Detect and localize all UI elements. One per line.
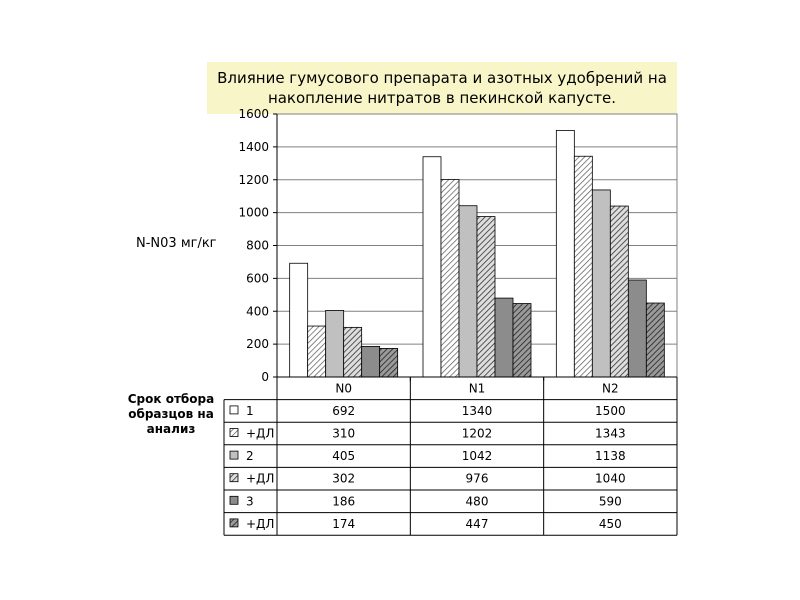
bar xyxy=(344,327,362,377)
legend-swatch xyxy=(230,474,238,482)
row-header-line-3: анализ xyxy=(146,422,196,436)
data-label: 186 xyxy=(332,494,356,509)
data-label: 1500 xyxy=(595,403,626,418)
legend-swatch xyxy=(230,496,238,504)
row-header-line-2: образцов на xyxy=(128,407,214,421)
data-label: 447 xyxy=(465,516,489,531)
data-label: 302 xyxy=(332,471,356,486)
bar xyxy=(290,263,308,377)
y-tick-label: 600 xyxy=(246,271,269,286)
data-label: 1202 xyxy=(461,426,493,441)
y-tick-label: 1600 xyxy=(238,107,269,121)
y-tick-label: 800 xyxy=(246,238,269,253)
bar xyxy=(495,298,513,377)
bar xyxy=(646,303,664,377)
bar xyxy=(477,217,495,377)
legend-label: 2 xyxy=(246,449,254,464)
data-label: 590 xyxy=(598,494,622,509)
chart-title-line-2: накопление нитратов в пекинской капусте. xyxy=(267,89,617,107)
y-axis-label: N-N03 мг/кг xyxy=(136,236,217,251)
y-tick-label: 0 xyxy=(261,370,269,384)
bar xyxy=(574,156,592,377)
bar xyxy=(326,310,344,377)
data-label: 1042 xyxy=(461,449,493,464)
bar xyxy=(610,206,628,377)
data-label: 310 xyxy=(332,426,356,441)
legend-label: +ДЛ xyxy=(246,471,275,486)
data-label: 1040 xyxy=(595,471,626,486)
data-label: 976 xyxy=(465,471,489,486)
bar xyxy=(628,280,646,377)
data-label: 1343 xyxy=(595,426,626,441)
row-header-line-1: Срок отбора xyxy=(127,392,215,406)
y-tick-label: 1000 xyxy=(238,205,269,220)
bar xyxy=(362,346,380,377)
y-tick-label: 400 xyxy=(246,304,269,319)
bar xyxy=(459,206,477,377)
data-label: 1138 xyxy=(595,449,626,464)
legend-swatch xyxy=(230,451,238,459)
x-category-label: N0 xyxy=(335,381,352,396)
bar xyxy=(556,130,574,377)
legend-label: +ДЛ xyxy=(246,516,275,531)
data-label: 450 xyxy=(598,516,622,531)
data-label: 1340 xyxy=(461,403,493,418)
data-label: 480 xyxy=(465,494,489,509)
x-category-label: N1 xyxy=(468,381,486,396)
bar xyxy=(308,326,326,377)
bar xyxy=(423,157,441,377)
data-label: 174 xyxy=(332,516,356,531)
y-tick-label: 200 xyxy=(246,337,269,352)
bar xyxy=(513,304,531,377)
x-category-label: N2 xyxy=(602,381,619,396)
bar xyxy=(592,190,610,377)
legend-label: 3 xyxy=(246,494,254,509)
legend-swatch xyxy=(230,519,238,527)
data-label: 692 xyxy=(332,403,356,418)
legend-label: +ДЛ xyxy=(246,426,275,441)
bar xyxy=(380,348,398,377)
bar xyxy=(441,179,459,377)
data-label: 405 xyxy=(332,449,356,464)
y-tick-label: 1200 xyxy=(238,172,269,187)
legend-swatch xyxy=(230,406,238,414)
legend-swatch xyxy=(230,429,238,437)
chart-title-line-1: Влияние гумусового препарата и азотных удобрений на xyxy=(217,69,667,87)
y-tick-label: 1400 xyxy=(238,139,269,154)
legend-label: 1 xyxy=(246,403,254,418)
